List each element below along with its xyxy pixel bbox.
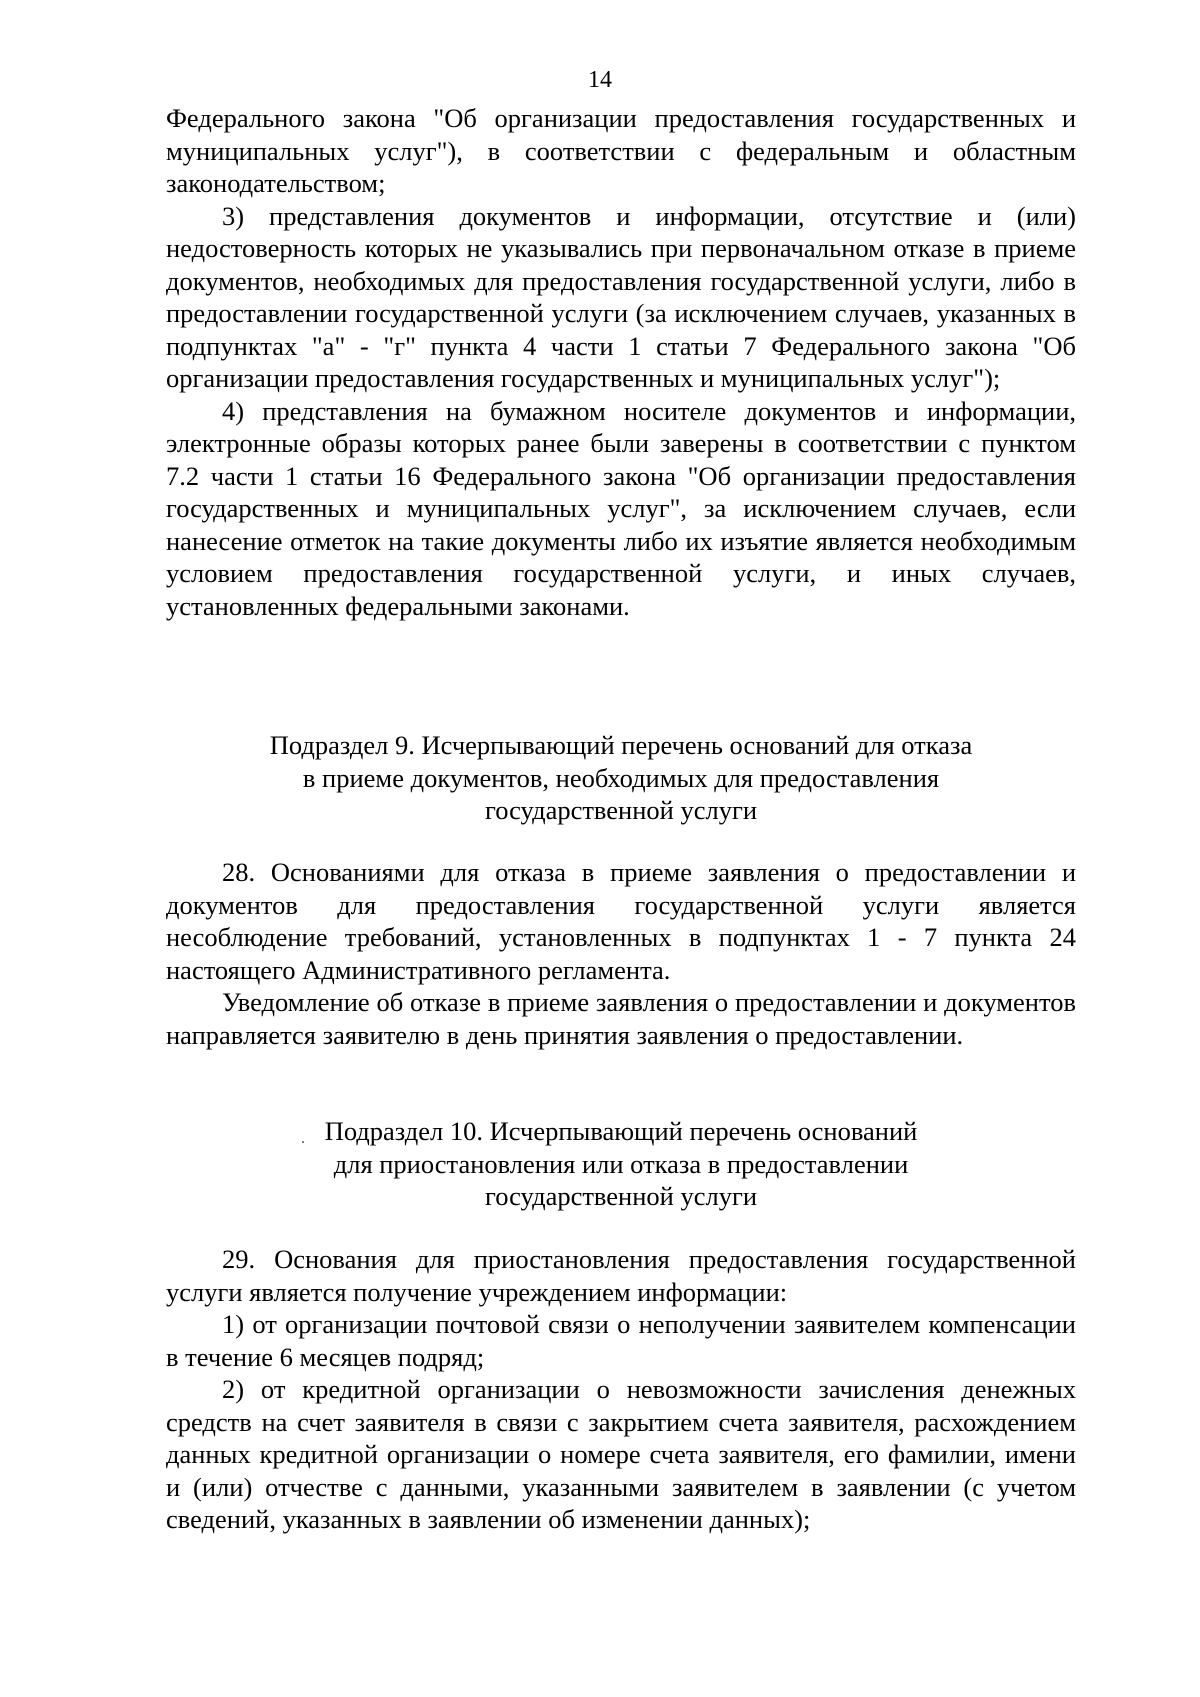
heading-line: государственной услуги bbox=[484, 795, 758, 825]
top-text-block bbox=[166, 102, 1076, 622]
paragraph-notice: Уведомление об отказе в приеме заявления о предоставлении и документов направляется заявителю в день принятия заявления о предоставлении. bbox=[166, 987, 1076, 1050]
page-number: 14 bbox=[588, 67, 612, 93]
heading-line: государственной услуги bbox=[484, 1181, 758, 1211]
paragraph-29-item-2: 2) от кредитной организации о невозможности зачисления денежных средств на счет заявителя в связи с закрытием счета заявителя, расхождением данных кредитной организации о номере счета заявителя, его фамилии, имени и (или) отчестве с данными, указанными заявителем в заявлении (с учетом сведений, указанных в заявлении об изменении данных); bbox=[166, 1374, 1076, 1534]
paragraph-continuation: Федерального закона "Об организации предоставления государственных и муниципальных услуг"), в соответствии с федеральным и областным законодательством; bbox=[166, 103, 1076, 198]
paragraph-item-4: 4) представления на бумажном носителе документов и информации, электронные образы которых ранее были заверены в соответствии с пунктом 7.2 части 1 статьи 16 Федерального закона "Об организации предоставления государственных и муниципальных услуг", за исключением случаев, если нанесение отметок на такие документы либо их изъятие является необходимым условием предоставления государственной услуги, и иных случаев, установленных федеральными законами. bbox=[166, 395, 1076, 621]
heading-line: для приостановления или отказа в предоставлении bbox=[333, 1148, 909, 1179]
section-9-heading bbox=[166, 729, 1076, 827]
paragraph-29: 29. Основания для приостановления предоставления государственной услуги является получение учреждением информации: bbox=[166, 1244, 1076, 1307]
section-heading bbox=[166, 729, 1076, 827]
scan-artifact-dot: . bbox=[301, 1130, 305, 1147]
heading-line: Подраздел 9. Исчерпывающий перечень оснований для отказа bbox=[269, 730, 973, 760]
heading-line: в приеме документов, необходимых для предоставления bbox=[302, 762, 940, 793]
heading-line: Подраздел 10. Исчерпывающий перечень оснований bbox=[324, 1116, 918, 1146]
section-10-heading bbox=[166, 1115, 1076, 1213]
paragraph-29-item-1: 1) от организации почтовой связи о неполучении заявителем компенсации в течение 6 месяцев подряд; bbox=[166, 1309, 1076, 1372]
section-heading bbox=[166, 1115, 1076, 1213]
section-10-body bbox=[166, 1243, 1076, 1536]
paragraph-28: 28. Основаниями для отказа в приеме заявления о предоставлении и документов для предоставления государственной услуги является несоблюдение требований, установленных в подпунктах 1 - 7 пункта 24 настоящего Административного регламента. bbox=[166, 857, 1076, 985]
paragraph-item-3: 3) представления документов и информации, отсутствие и (или) недостоверность которых не указывались при первоначальном отказе в приеме документов, необходимых для предоставления государственной услуги, либо в предоставлении государственной услуги (за исключением случаев, указанных в подпунктах "а" - "г" пункта 4 части 1 статьи 7 Федерального закона "Об организации предоставления государственных и муниципальных услуг"); bbox=[166, 200, 1076, 393]
section-9-body bbox=[166, 856, 1076, 1051]
